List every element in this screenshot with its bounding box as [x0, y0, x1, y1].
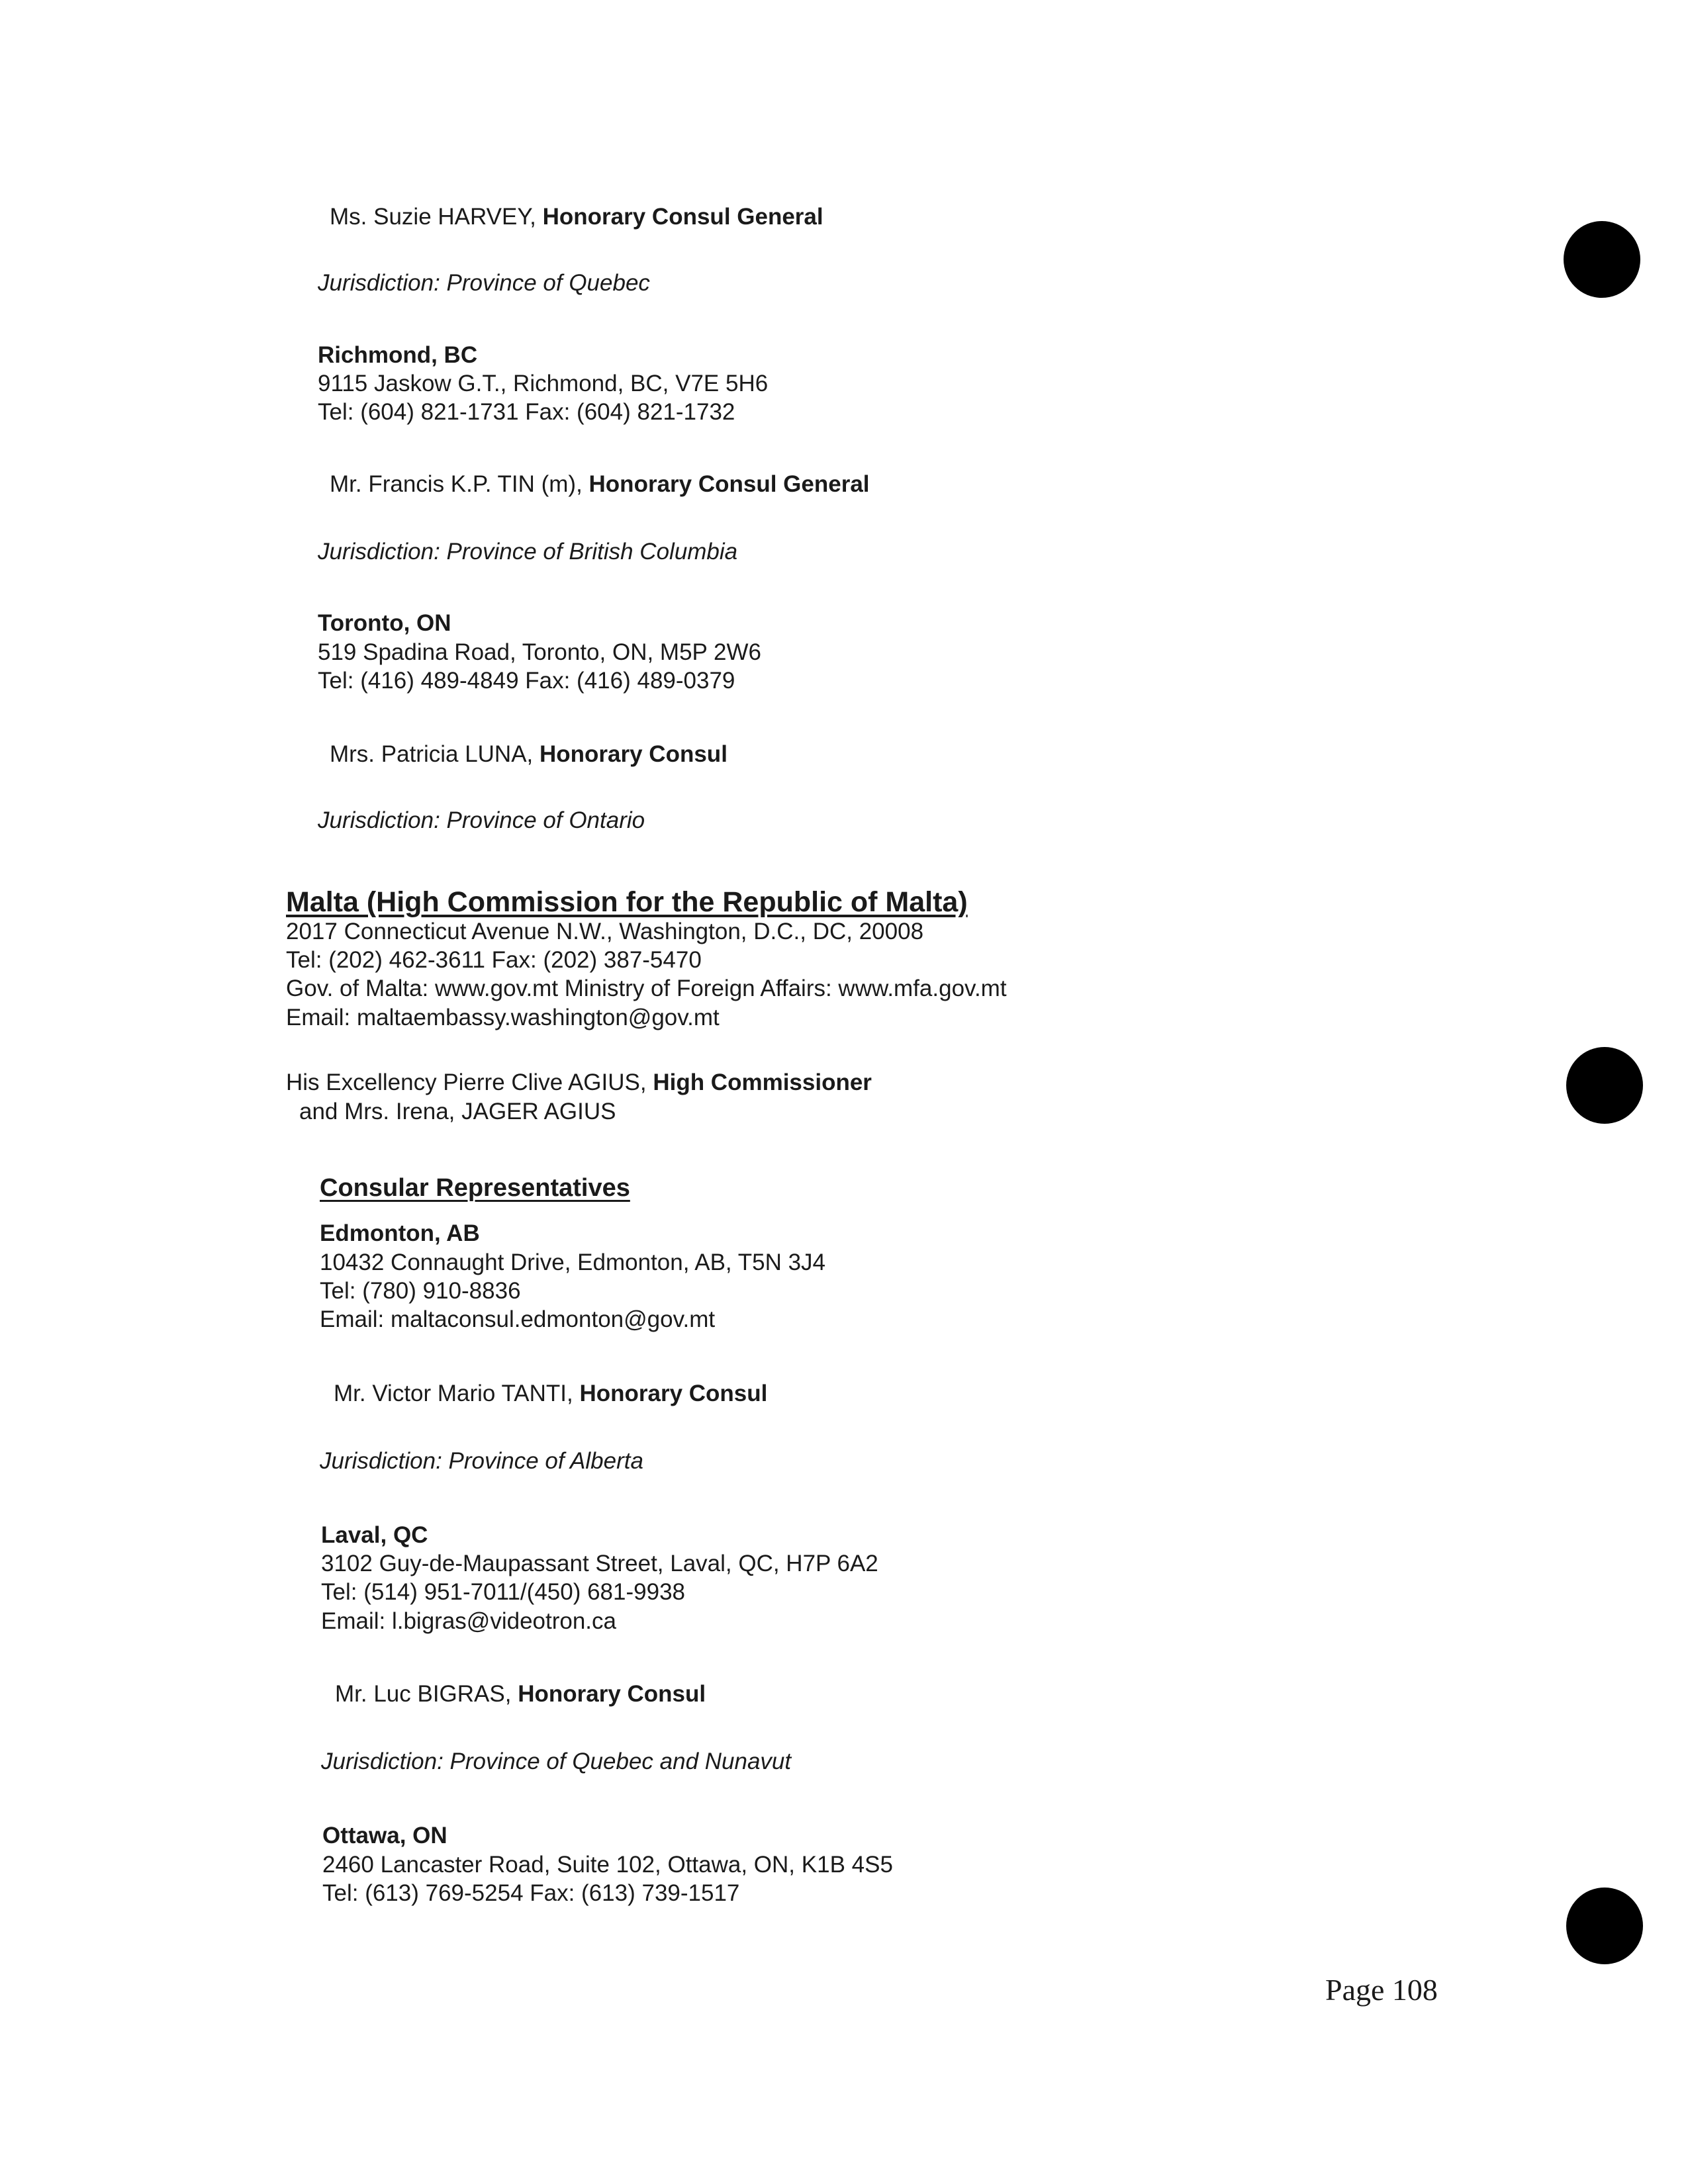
jurisdiction-line-laval — [321, 1747, 791, 1776]
consul-line-richmond — [330, 470, 870, 499]
consul-name: Ms. Suzie HARVEY, — [330, 204, 543, 230]
email-malta: Email: maltaembassy.washington@gov.mt — [286, 1005, 720, 1030]
phone-malta: Tel: (202) 462-3611 Fax: (202) 387-5470 — [286, 947, 702, 973]
jurisdiction-value: Province of Quebec and Nunavut — [443, 1749, 792, 1774]
consul-title: Honorary Consul — [579, 1381, 768, 1406]
head-of-mission-title: High Commissioner — [653, 1069, 872, 1095]
punch-hole-middle — [1566, 1047, 1643, 1124]
jurisdiction-value: Province of British Columbia — [440, 539, 738, 565]
jurisdiction-label: Jurisdiction: — [320, 1448, 442, 1474]
address-laval: 3102 Guy-de-Maupassant Street, Laval, QC, H7P 6A2 — [321, 1551, 878, 1576]
phone-richmond: Tel: (604) 821-1731 Fax: (604) 821-1732 — [318, 399, 735, 425]
city-heading-toronto: Toronto, ON — [318, 610, 451, 636]
web-malta: Gov. of Malta: www.gov.mt Ministry of Foreign Affairs: www.mfa.gov.mt — [286, 976, 1007, 1001]
jurisdiction-label: Jurisdiction: — [318, 539, 440, 565]
consul-name: Mr. Francis K.P. TIN (m), — [330, 471, 589, 497]
consul-title: Honorary Consul General — [542, 204, 823, 230]
country-heading-malta: Malta (High Commission for the Republic of Malta) — [286, 886, 968, 918]
head-of-mission-name: His Excellency Pierre Clive AGIUS, — [286, 1069, 653, 1095]
phone-toronto: Tel: (416) 489-4849 Fax: (416) 489-0379 — [318, 668, 735, 694]
city-heading-ottawa: Ottawa, ON — [322, 1823, 447, 1848]
jurisdiction-line-edmonton — [320, 1447, 643, 1476]
jurisdiction-value: Province of Alberta — [442, 1448, 643, 1474]
consul-name: Mr. Luc BIGRAS, — [335, 1681, 518, 1707]
consular-representatives-heading: Consular Representatives — [320, 1174, 630, 1202]
consul-title: Honorary Consul — [539, 741, 727, 767]
consul-line-quebec — [330, 203, 823, 232]
phone-ottawa: Tel: (613) 769-5254 Fax: (613) 739-1517 — [322, 1880, 740, 1906]
email-laval: Email: l.bigras@videotron.ca — [321, 1608, 616, 1634]
jurisdiction-line-richmond — [318, 537, 737, 567]
page-number: Page 108 — [1325, 1973, 1438, 2007]
consul-line-laval — [335, 1680, 706, 1709]
consul-title: Honorary Consul General — [588, 471, 870, 497]
jurisdiction-value: Province of Ontario — [440, 807, 645, 833]
address-richmond: 9115 Jaskow G.T., Richmond, BC, V7E 5H6 — [318, 371, 769, 396]
punch-hole-bottom — [1566, 1888, 1643, 1964]
address-toronto: 519 Spadina Road, Toronto, ON, M5P 2W6 — [318, 639, 761, 665]
jurisdiction-line-toronto — [318, 806, 645, 835]
city-heading-laval: Laval, QC — [321, 1522, 428, 1548]
consul-name: Mr. Victor Mario TANTI, — [334, 1381, 580, 1406]
jurisdiction-line-quebec — [318, 269, 650, 298]
punch-hole-top — [1564, 221, 1640, 298]
consul-line-edmonton — [334, 1379, 767, 1408]
phone-edmonton: Tel: (780) 910-8836 — [320, 1278, 521, 1304]
jurisdiction-label: Jurisdiction: — [321, 1749, 444, 1774]
email-edmonton: Email: maltaconsul.edmonton@gov.mt — [320, 1306, 716, 1332]
jurisdiction-label: Jurisdiction: — [318, 270, 440, 296]
head-of-mission-line — [286, 1068, 872, 1097]
phone-laval: Tel: (514) 951-7011/(450) 681-9938 — [321, 1579, 686, 1605]
consul-name: Mrs. Patricia LUNA, — [330, 741, 539, 767]
jurisdiction-value: Province of Quebec — [440, 270, 650, 296]
consul-line-toronto — [330, 740, 727, 769]
spouse-line: and Mrs. Irena, JAGER AGIUS — [299, 1099, 616, 1124]
city-heading-richmond: Richmond, BC — [318, 342, 478, 368]
consul-title: Honorary Consul — [518, 1681, 706, 1707]
address-ottawa: 2460 Lancaster Road, Suite 102, Ottawa, ON, K1B 4S5 — [322, 1852, 893, 1878]
address-edmonton: 10432 Connaught Drive, Edmonton, AB, T5N 3J4 — [320, 1250, 826, 1275]
jurisdiction-label: Jurisdiction: — [318, 807, 440, 833]
city-heading-edmonton: Edmonton, AB — [320, 1220, 480, 1246]
address-malta: 2017 Connecticut Avenue N.W., Washington, D.C., DC, 20008 — [286, 919, 924, 944]
